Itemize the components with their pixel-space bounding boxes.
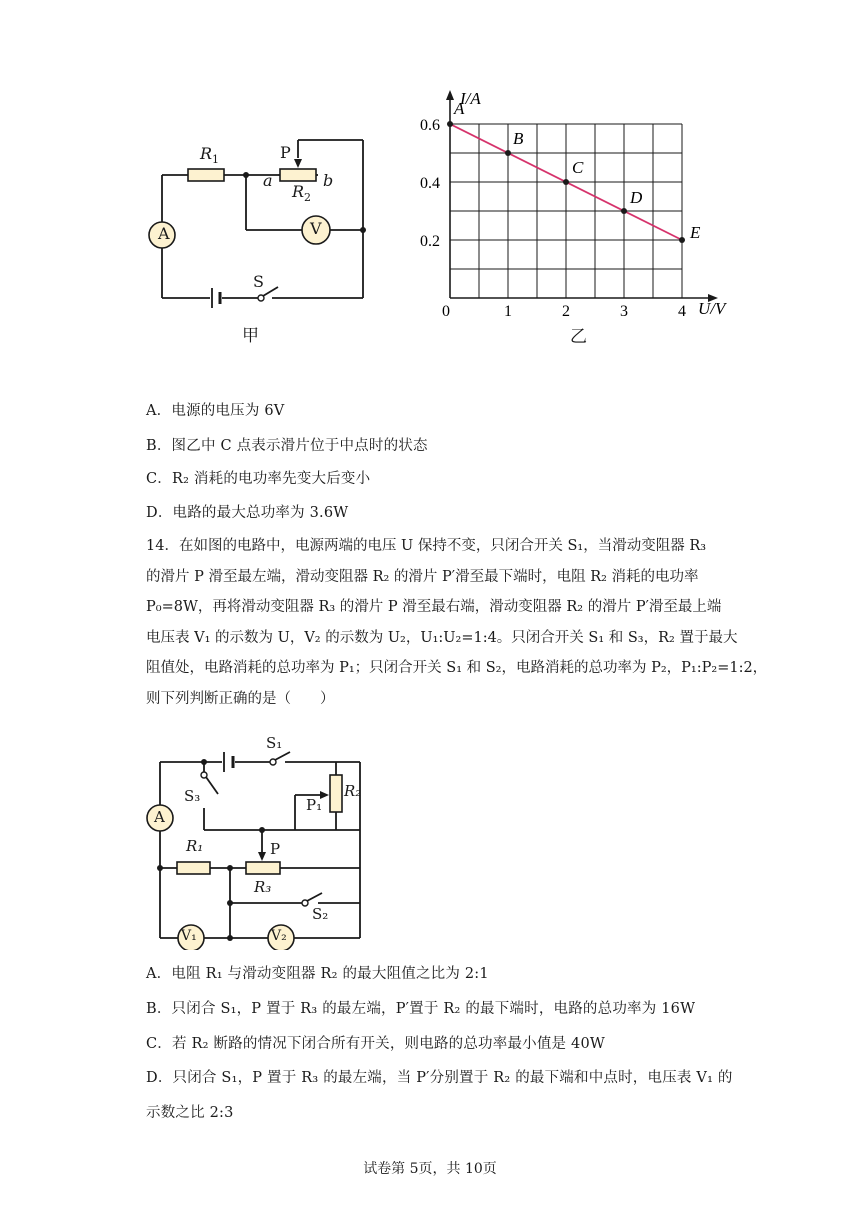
terminal-b-label: b: [323, 171, 334, 190]
q13-option-a: A．电源的电压为 6V: [146, 403, 285, 419]
q14-v2-symbol: V₂: [271, 928, 287, 944]
q14-option-b: B．只闭合 S₁，P 置于 R₃ 的最左端，P′置于 R₂ 的最下端时，电路的总功率为 16W: [146, 1001, 696, 1017]
circuit-figure-q14: [140, 730, 380, 950]
q14-line: 阻值处，电路消耗的总功率为 P₁；只闭合开关 S₁ 和 S₂，电路消耗的总功率为 P₂，P₁:P₂=1:2，: [146, 660, 768, 676]
x-axis-label: U/V: [698, 299, 726, 318]
q14-r3-label: R₃: [254, 878, 272, 896]
q14-v1-symbol: V₁: [181, 928, 197, 944]
figure-caption-jia: 甲: [242, 326, 259, 346]
y-axis-arrow: [446, 90, 454, 100]
y-tick-label: 0.4: [420, 175, 440, 192]
terminal-a-label: a: [263, 171, 273, 190]
q14-stem: [146, 531, 768, 714]
data-point: [505, 150, 511, 156]
q14-r2-label: R₂: [344, 782, 362, 800]
q14-ammeter-symbol: A: [154, 808, 165, 826]
data-point-label: A: [454, 99, 465, 118]
ammeter-symbol: A: [158, 224, 170, 243]
q14-line: 电压表 V₁ 的示数为 U，V₂ 的示数为 U₂，U₁:U₂=1:4。只闭合开关 S₁ 和 S₃，R₂ 置于最大: [146, 629, 738, 646]
switch-s-label: S: [253, 272, 264, 291]
q14-option-d-cont: 示数之比 2:3: [146, 1105, 234, 1121]
q14-s2-label: S₂: [312, 905, 329, 923]
data-point-label: B: [513, 129, 524, 148]
q14-s3-label: S₃: [184, 787, 201, 805]
q14-option-a: A．电阻 R₁ 与滑动变阻器 R₂ 的最大阻值之比为 2:1: [146, 966, 489, 982]
q14-line: P₀=8W，再将滑动变阻器 R₃ 的滑片 P 滑至最右端，滑动变阻器 R₂ 的滑片 P′滑至最上端: [146, 599, 722, 615]
x-tick-label: 3: [620, 303, 628, 320]
y-axis-label: I/A: [460, 89, 481, 108]
r2-label: $R_2$: [292, 182, 312, 205]
x-tick-label: 4: [678, 303, 686, 320]
y-tick-label: 0.2: [420, 233, 440, 250]
data-point: [447, 121, 453, 127]
q14-line: 14．在如图的电路中，电源两端的电压 U 保持不变，只闭合开关 S₁，当滑动变阻器 R₃: [146, 538, 707, 554]
q13-option-b: B．图乙中 C 点表示滑片位于中点时的状态: [146, 438, 428, 454]
x-tick-label: 2: [562, 303, 570, 320]
y-tick-label: 0.6: [420, 117, 440, 134]
q14-line: 则下列判断正确的是（ ）: [146, 690, 335, 707]
origin-label: 0: [442, 303, 450, 320]
data-point: [563, 179, 569, 185]
x-tick-label: 1: [504, 303, 512, 320]
figure-caption-yi: 乙: [570, 327, 587, 347]
data-point: [621, 208, 627, 214]
q14-r1-label: R₁: [186, 837, 204, 855]
data-point: [679, 237, 685, 243]
q14-p-label: P: [270, 840, 281, 858]
data-point-label: E: [690, 223, 701, 242]
q13-option-c: C．R₂ 消耗的电功率先变大后变小: [146, 471, 371, 487]
q14-option-c: C．若 R₂ 断路的情况下闭合所有开关，则电路的总功率最小值是 40W: [146, 1036, 606, 1052]
r1-label: $R_1$: [200, 144, 220, 167]
q14-s1-label: S₁: [266, 734, 283, 752]
page-footer: 试卷第 5页，共 10页: [363, 1161, 497, 1177]
data-point-label: C: [572, 158, 584, 177]
voltmeter-symbol: V: [310, 219, 322, 238]
q13-option-d: D．电路的最大总功率为 3.6W: [146, 505, 349, 521]
q14-option-d: D．只闭合 S₁，P 置于 R₃ 的最左端，当 P′分别置于 R₂ 的最下端和中点时，电压表 V₁ 的: [146, 1070, 733, 1086]
data-point-label: D: [630, 188, 643, 207]
circuit-figure-jia: [140, 130, 390, 350]
iu-chart: [410, 80, 740, 350]
q14-p1-label: P₁: [306, 796, 323, 814]
slider-p-label: P: [280, 143, 291, 162]
q14-line: 的滑片 P 滑至最左端，滑动变阻器 R₂ 的滑片 P′滑至最下端时，电阻 R₂ 消耗的电功率: [146, 568, 699, 585]
